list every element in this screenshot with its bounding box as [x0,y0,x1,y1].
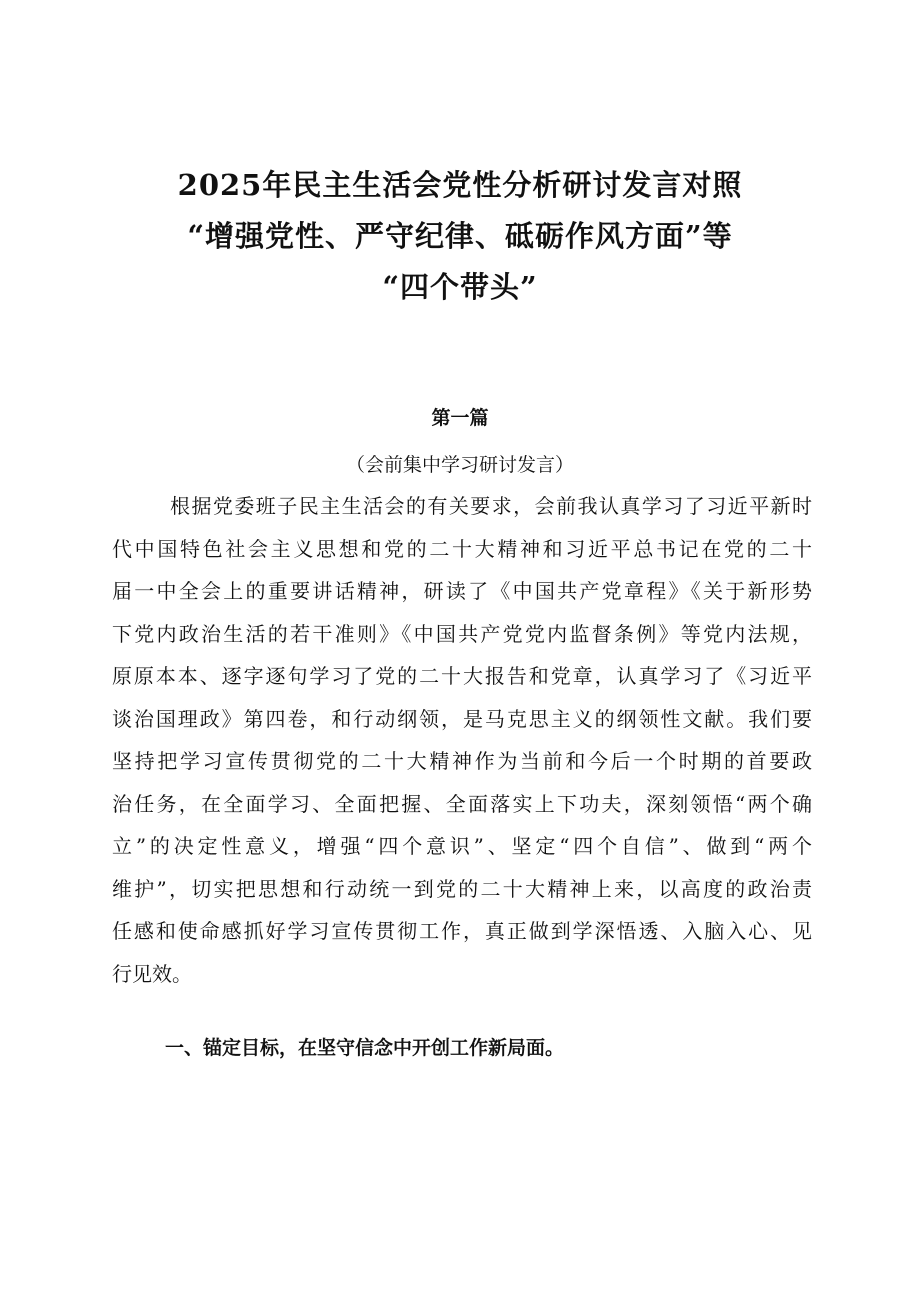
paragraph-line: 坚持把学习宣传贯彻党的二十大精神作为当前和今后一个时期的首要政 [112,749,812,773]
paragraph-line: 原原本本、逐字逐句学习了党的二十大报告和党章，认真学习了《习近平 [112,664,812,688]
title-line-3: “四个带头” [382,270,538,304]
paragraph-line: 根据党委班子民主生活会的有关要求，会前我认真学习了习近平新时 [170,494,812,518]
paragraph-line: 代中国特色社会主义思想和党的二十大精神和习近平总书记在党的二十 [112,536,812,561]
body-paragraph [112,485,812,995]
title-line-2: “增强党性、严守纪律、砥砺作风方面”等 [187,219,733,253]
point-heading: 一、锚定目标，在坚守信念中开创工作新局面。 [165,1037,565,1059]
paragraph-line: 维护”，切实把思想和行动统一到党的二十大精神上来，以高度的政治责 [112,876,812,901]
part-heading: 第一篇 [431,407,489,429]
paragraph-line: 谈治国理政》第四卷，和行动纲领，是马克思主义的纲领性文献。我们要 [112,706,812,731]
part-subheading: （会前集中学习研讨发言） [345,454,574,476]
paragraph-line: 行见效。 [112,961,192,986]
title-line-1: 2025年民主生活会党性分析研讨发言对照 [177,168,743,202]
paragraph-line: 下党内政治生活的若干准则》《中国共产党党内监督条例》等党内法规， [112,621,812,646]
paragraph-line: 立”的决定性意义，增强“四个意识”、坚定“四个自信”、做到“两个 [112,834,812,858]
paragraph-line: 届一中全会上的重要讲话精神，研读了《中国共产党章程》《关于新形势 [112,579,812,603]
document-title [0,160,920,313]
paragraph-line: 治任务，在全面学习、全面把握、全面落实上下功夫，深刻领悟“两个确 [112,791,812,816]
paragraph-line: 任感和使命感抓好学习宣传贯彻工作，真正做到学深悟透、入脑入心、见 [112,919,812,943]
